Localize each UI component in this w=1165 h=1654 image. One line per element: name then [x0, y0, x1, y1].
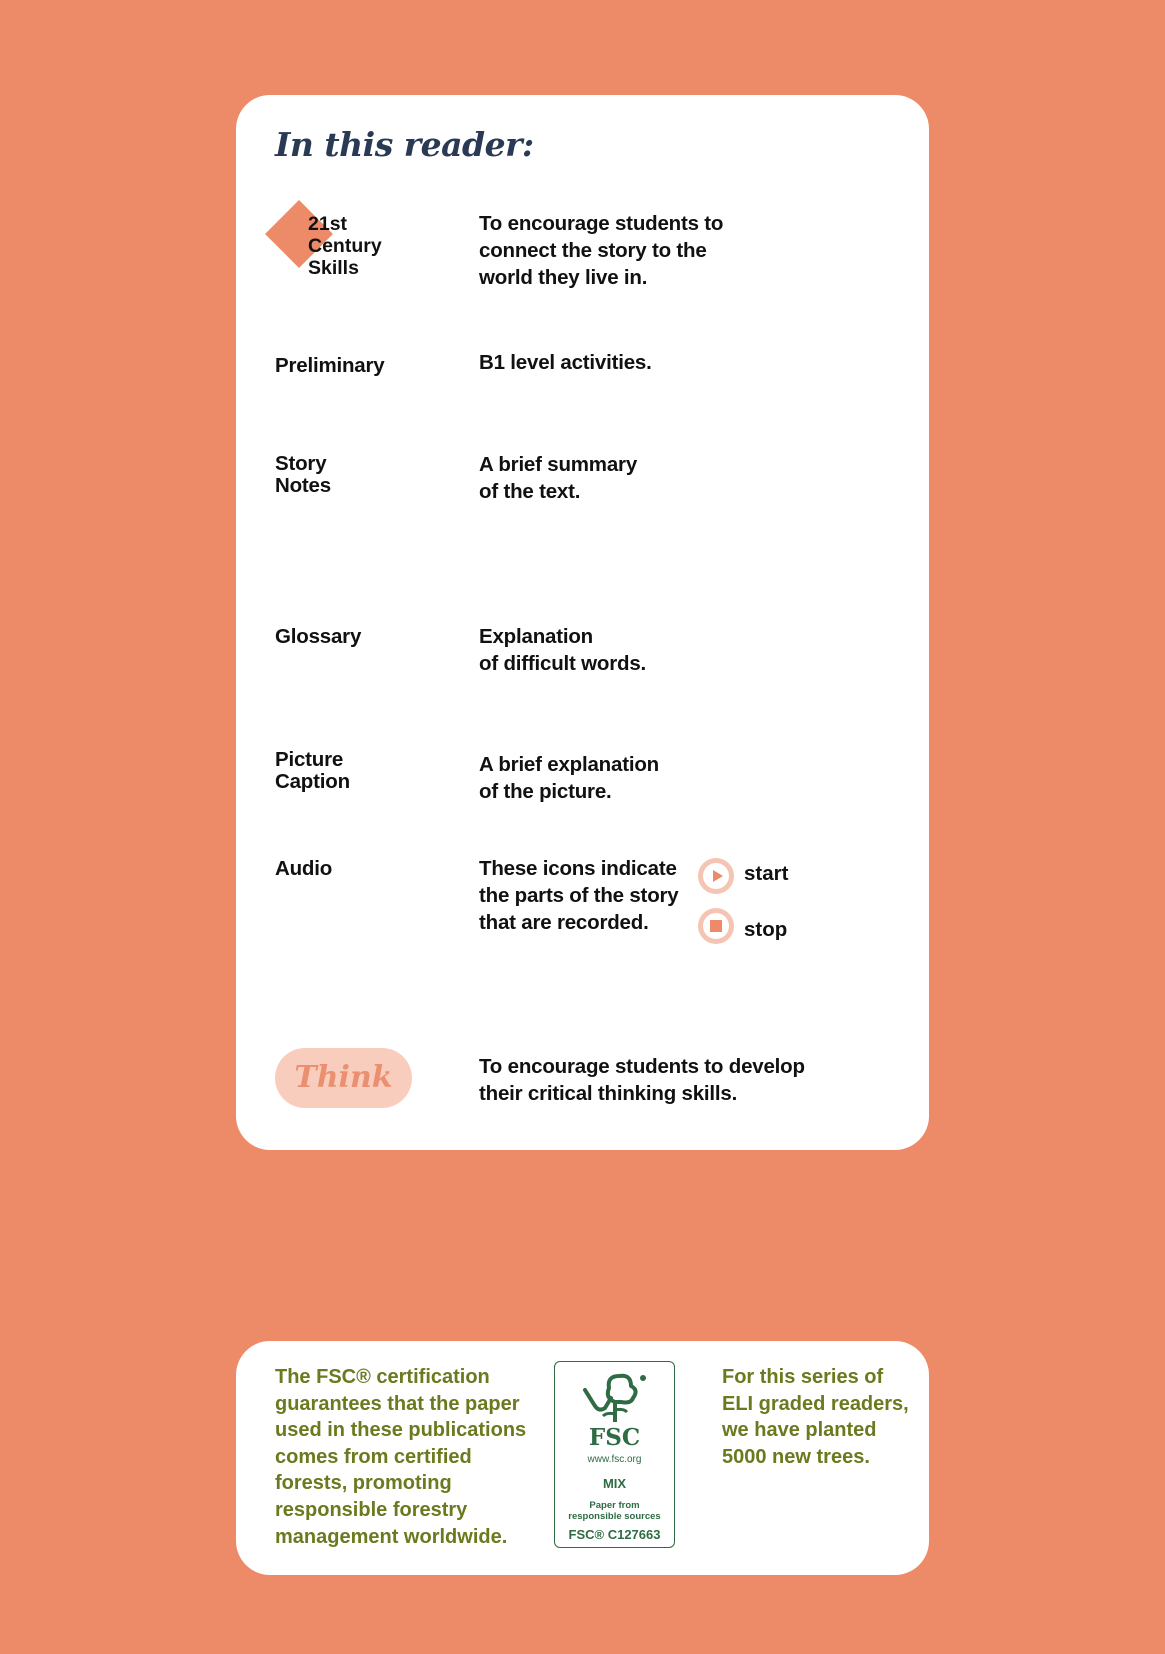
fsc-logo-url: www.fsc.org	[587, 1454, 642, 1465]
audio-stop-label: stop	[744, 918, 788, 941]
preliminary-description: B1 level activities.	[479, 351, 652, 374]
audio-stop-icon	[698, 908, 734, 944]
fsc-certification-text: The FSC® certification guarantees that the paper used in these publications comes from certified forests, promoting responsible forestry management worldwide.	[275, 1366, 527, 1548]
preliminary-label: Preliminary	[275, 354, 385, 377]
fsc-tree-icon	[577, 1368, 653, 1428]
audio-description: These icons indicate the parts of the story that are recorded.	[479, 857, 679, 934]
fsc-logo-mix: MIX	[602, 1476, 627, 1491]
reader-card	[236, 95, 929, 1150]
trees-planted-text: For this series of ELI graded readers, we have planted 5000 new trees.	[722, 1366, 909, 1468]
picture-caption-label: Picture Caption	[275, 748, 350, 793]
fsc-card	[236, 1341, 929, 1575]
skills-description: To encourage students to connect the story to the world they live in.	[479, 212, 724, 289]
fsc-logo	[554, 1361, 675, 1548]
think-description: To encourage students to develop their critical thinking skills.	[479, 1055, 805, 1105]
think-label: Think	[294, 1060, 393, 1095]
glossary-description: Explanation of difficult words.	[479, 625, 647, 675]
fsc-logo-paper: Paper from responsible sources	[568, 1500, 661, 1522]
audio-label: Audio	[275, 857, 333, 880]
fsc-logo-name: FSC	[588, 1424, 641, 1451]
story-notes-description: A brief summary of the text.	[479, 453, 638, 503]
audio-start-label: start	[744, 862, 789, 885]
fsc-logo-code: FSC® C127663	[568, 1527, 661, 1542]
story-notes-label: Story Notes	[275, 452, 331, 497]
reader-title: In this reader:	[275, 125, 534, 164]
think-badge	[275, 1048, 412, 1108]
skills-label: 21st Century Skills	[308, 213, 382, 279]
audio-start-icon	[698, 858, 734, 894]
picture-caption-description: A brief explanation of the picture.	[479, 753, 659, 803]
glossary-label: Glossary	[275, 625, 362, 648]
